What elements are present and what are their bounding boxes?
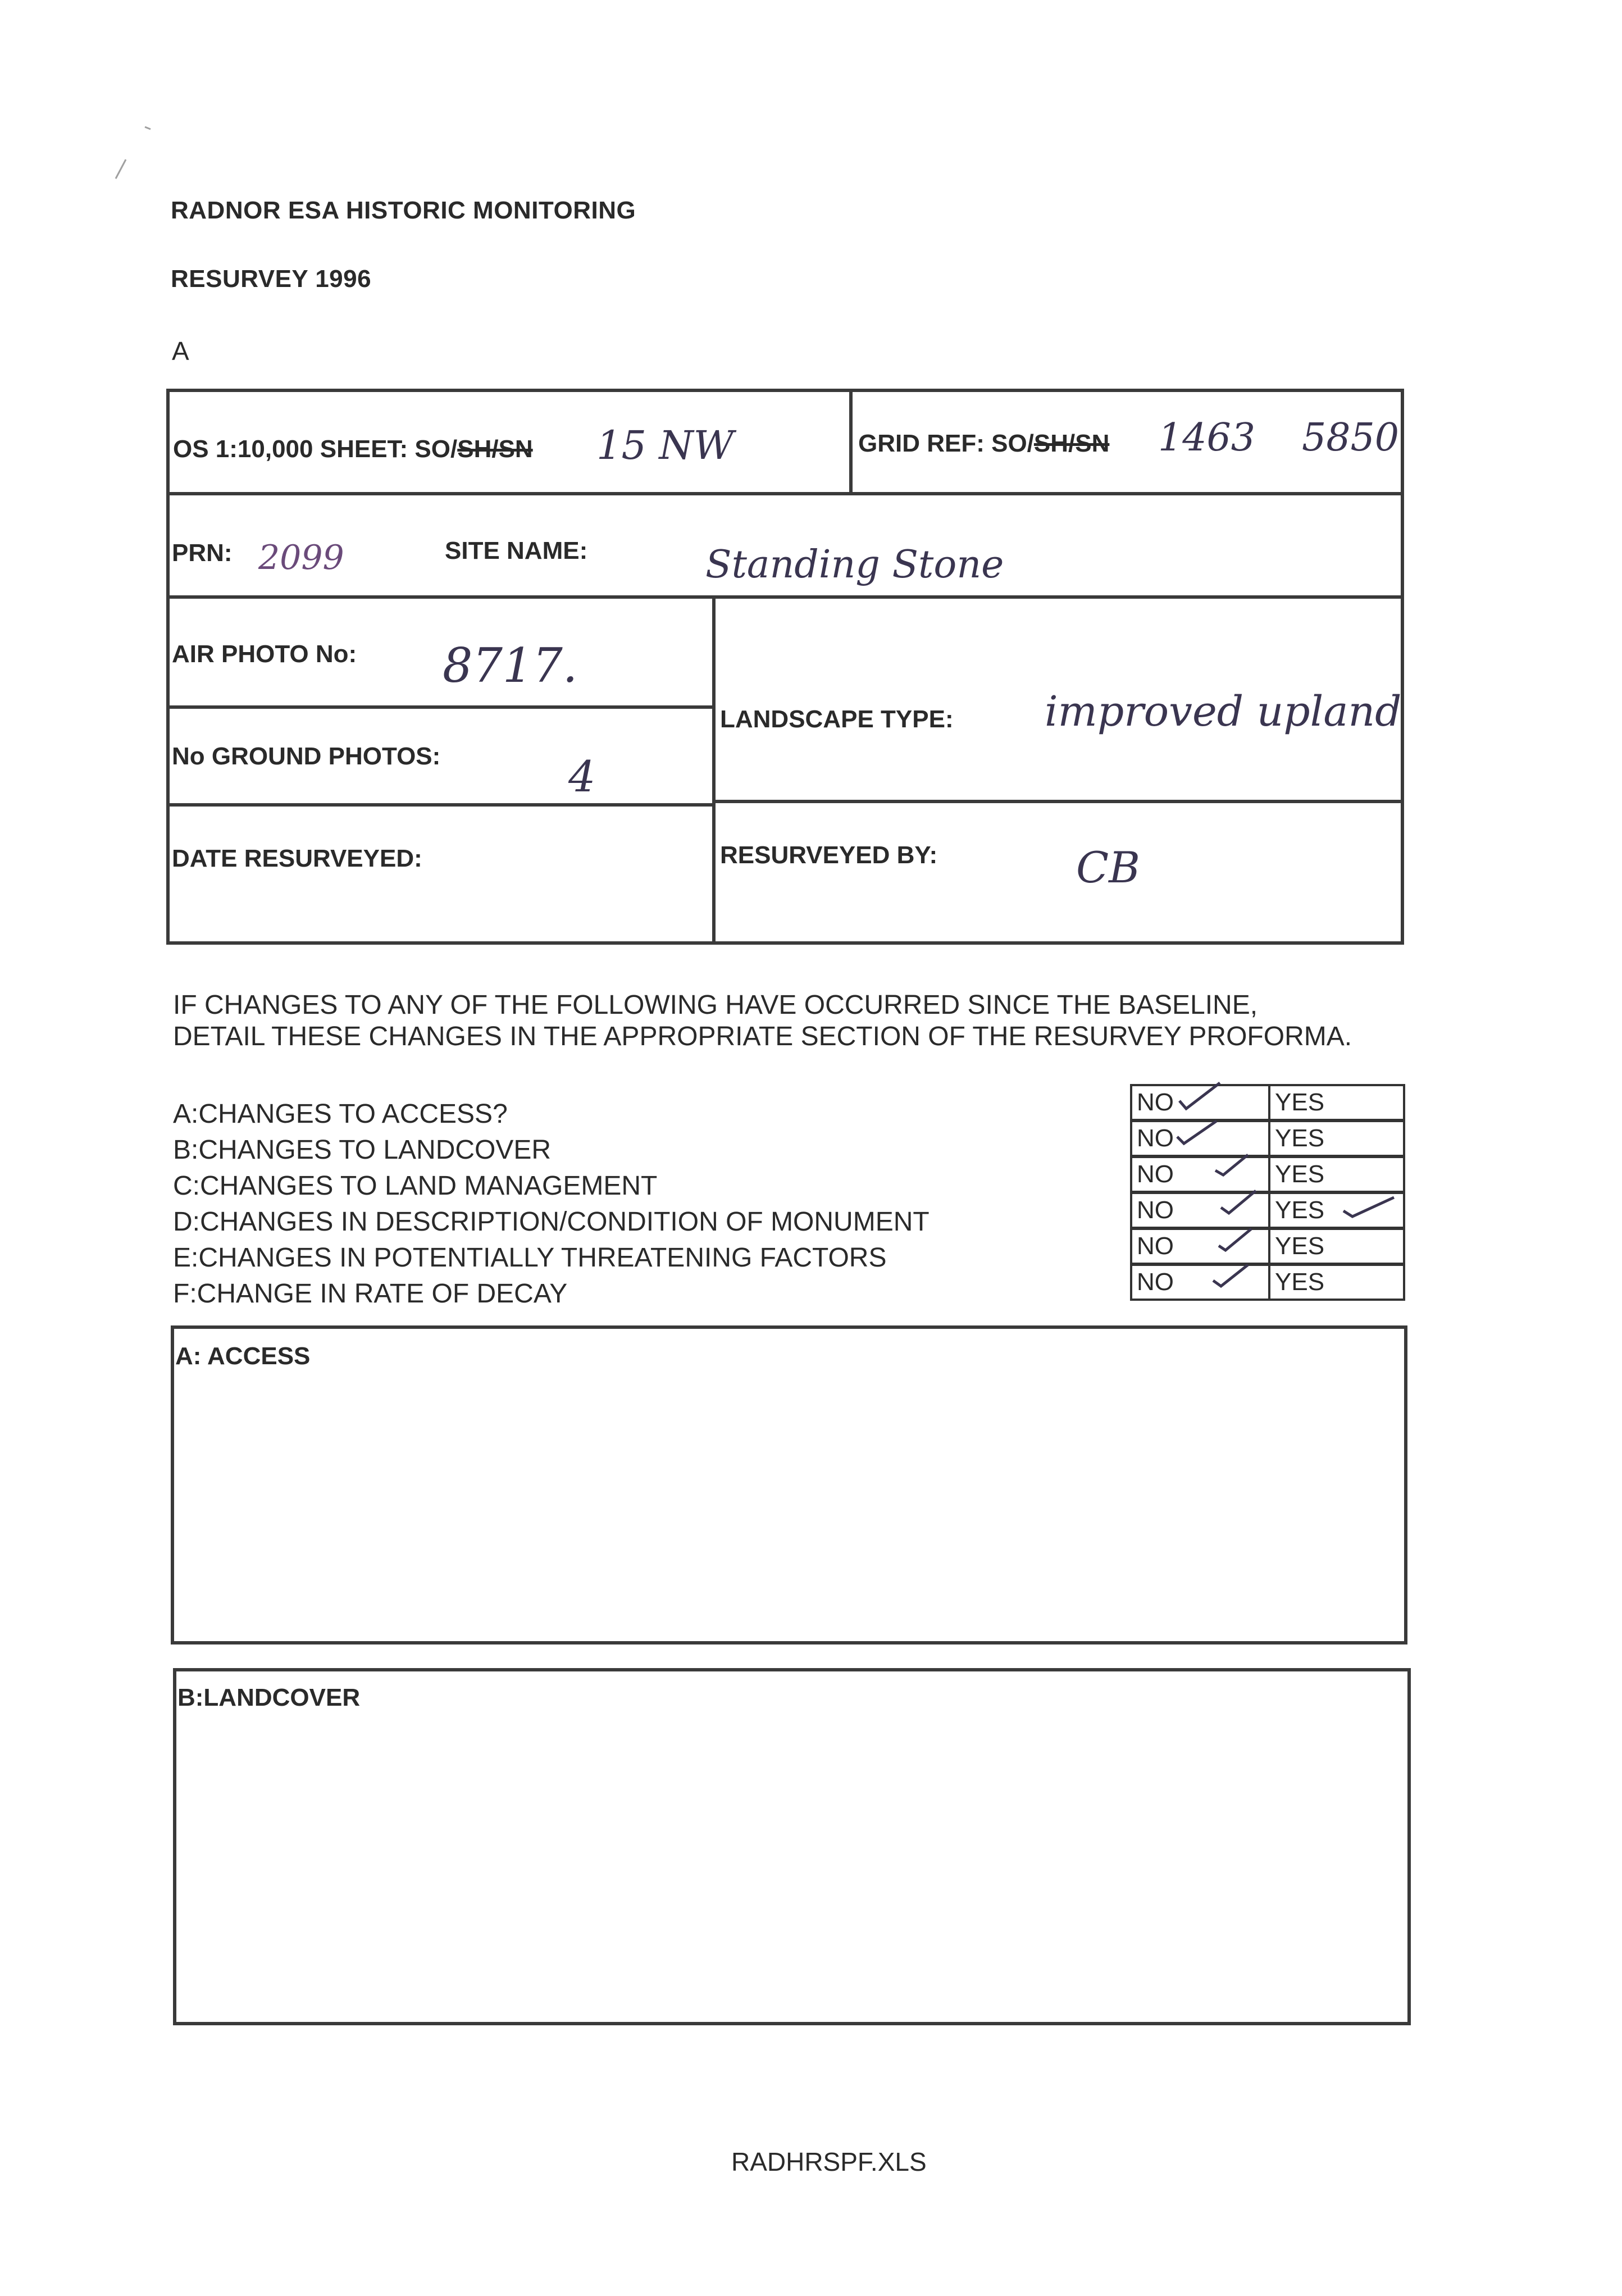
os-sheet-label: OS 1:10,000 SHEET: SO/SH/SN (173, 435, 533, 463)
tick-mark-icon (1215, 1155, 1248, 1175)
question-f-yes-option[interactable]: YES (1268, 1264, 1405, 1301)
grid-ref-easting: 1463 (1158, 416, 1256, 460)
question-f-no-option[interactable]: NO (1130, 1264, 1270, 1301)
question-a-label: A:CHANGES TO ACCESS? (173, 1099, 508, 1129)
tick-mark-icon (1343, 1197, 1394, 1217)
landcover-section-title: B:LANDCOVER (177, 1684, 361, 1711)
tick-mark-icon (1219, 1229, 1251, 1250)
grid-ref-northing: 5850 (1302, 416, 1400, 460)
ground-photos-label: No GROUND PHOTOS: (172, 742, 441, 770)
question-c-label: C:CHANGES TO LAND MANAGEMENT (173, 1171, 658, 1201)
page-subtitle: RESURVEY 1996 (171, 265, 372, 293)
tick-mark-icon (1221, 1191, 1256, 1213)
prn-value: 2099 (258, 538, 344, 577)
question-b-yes-option[interactable]: YES (1268, 1120, 1405, 1157)
question-f-label: F:CHANGE IN RATE OF DECAY (173, 1279, 568, 1309)
air-photo-value: 8717. (443, 638, 578, 693)
landscape-type-label: LANDSCAPE TYPE: (720, 705, 954, 733)
question-b-no-option[interactable]: NO (1130, 1120, 1270, 1157)
page-title: RADNOR ESA HISTORIC MONITORING (171, 197, 636, 224)
tick-mark-icon (1177, 1121, 1216, 1144)
footer-filename: RADHRSPF.XLS (731, 2147, 927, 2176)
os-sheet-value: 15 NW (596, 422, 734, 468)
site-name-value: Standing Stone (705, 543, 1004, 587)
question-d-yes-option[interactable]: YES (1268, 1192, 1405, 1229)
question-d-label: D:CHANGES IN DESCRIPTION/CONDITION OF MONUMENT (173, 1207, 930, 1237)
resurveyed-by-label: RESURVEYED BY: (720, 841, 938, 869)
question-c-yes-option[interactable]: YES (1268, 1156, 1405, 1193)
instructions-line-1: IF CHANGES TO ANY OF THE FOLLOWING HAVE OCCURRED SINCE THE BASELINE, (173, 990, 1258, 1020)
question-b-label: B:CHANGES TO LANDCOVER (173, 1135, 552, 1165)
date-resurveyed-label: DATE RESURVEYED: (172, 845, 422, 872)
prn-label: PRN: (172, 539, 233, 567)
tick-mark-icon (1179, 1083, 1220, 1109)
access-section-box[interactable] (171, 1325, 1407, 1644)
question-a-no-option[interactable]: NO (1130, 1084, 1270, 1121)
tick-mark-icon (1213, 1265, 1248, 1286)
grid-ref-label: GRID REF: SO/SH/SN (858, 430, 1110, 457)
access-section-title: A: ACCESS (175, 1342, 311, 1370)
landcover-section-box[interactable] (173, 1668, 1411, 2025)
landscape-type-value: improved upland (1045, 687, 1402, 736)
question-d-no-option[interactable]: NO (1130, 1192, 1270, 1229)
site-name-label: SITE NAME: (445, 537, 588, 564)
question-a-yes-option[interactable]: YES (1268, 1084, 1405, 1121)
pen-mark-icon (116, 127, 151, 179)
question-c-no-option[interactable]: NO (1130, 1156, 1270, 1193)
ground-photos-value: 4 (568, 751, 596, 801)
question-e-label: E:CHANGES IN POTENTIALLY THREATENING FACTORS (173, 1243, 887, 1273)
form-code: A (172, 336, 189, 366)
question-e-no-option[interactable]: NO (1130, 1228, 1270, 1265)
resurveyed-by-value: CB (1076, 842, 1140, 892)
instructions-line-2: DETAIL THESE CHANGES IN THE APPROPRIATE SECTION OF THE RESURVEY PROFORMA. (173, 1022, 1352, 1051)
air-photo-label: AIR PHOTO No: (172, 640, 357, 668)
question-e-yes-option[interactable]: YES (1268, 1228, 1405, 1265)
